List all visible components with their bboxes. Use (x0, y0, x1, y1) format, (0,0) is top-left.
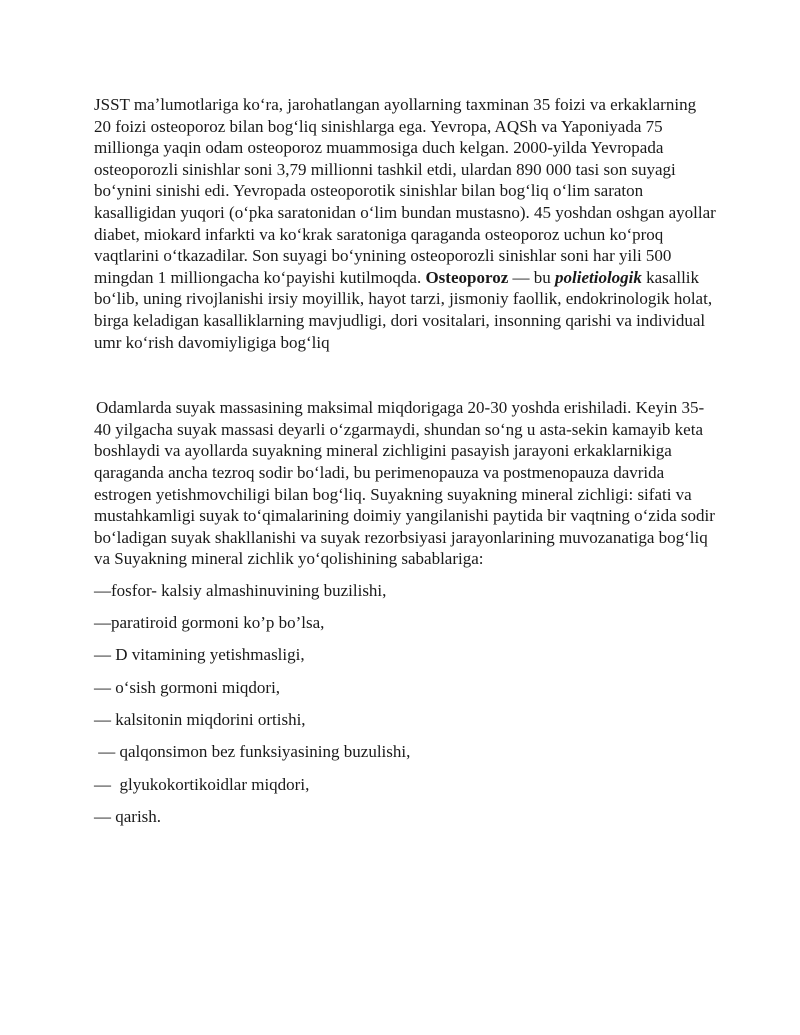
term-polietiologik: polietiologik (555, 267, 642, 287)
list-item: — kalsitonin miqdorini ortishi, (94, 710, 306, 730)
paragraph-osteoporosis-statistics (94, 94, 716, 353)
list-item: —fosfor- kalsiy almashinuvining buzilishi, (94, 580, 387, 600)
dash-connector: — bu (508, 267, 555, 287)
list-item: —paratiroid gormoni ko’p bo’lsa, (94, 613, 325, 633)
list-item: — qalqonsimon bez funksiyasining buzulishi, (94, 742, 411, 762)
list-item: — oʻsish gormoni miqdori, (94, 677, 281, 697)
list-item: — D vitamining yetishmasligi, (94, 645, 305, 665)
list-item: — glyukokortikoidlar miqdori, (94, 774, 310, 794)
causes-list (94, 580, 716, 838)
list-item: — qarish. (94, 806, 162, 826)
paragraph-text-outro: kasallik boʻlib, uning rivojlanishi irsiy moyillik, hayot tarzi, jismoniy faollik, endokrinologik holat, birga keladigan kasalliklarning mavjudligi, dori vositalari, insonning qarishi va individual umr koʻrish davomiyligiga bogʻliq (94, 267, 713, 352)
paragraph-text-intro: JSST maʼlumotlariga koʻra, jarohatlangan ayollarning taxminan 35 foizi va erkaklarning 20 foizi osteoporoz bilan bogʻliq sinishlarga ega. Yevropa, AQSh va Yaponiyada 75 millionga yaqin odam osteoporoz muammosiga duch kelgan. 2000-yilda Yevropada osteoporozli sinishlar soni 3,79 millionni tashkil etdi, ulardan 890 000 tasi son suyagi boʻynini sinishi edi. Yevropada osteoporotik sinishlar bilan bogʻliq oʻlim saraton kasalligidan yuqori (oʻpka saratonidan oʻlim bundan mustasno). 45 yoshdan oshgan ayollar diabet, miokard infarkti va koʻkrak saratoniga qaraganda osteoporoz uchun koʻproq vaqtlarini oʻtkazadilar. Son suyagi boʻynining osteoporozli sinishlar soni har yili 500 mingdan 1 milliongacha koʻpayishi kutilmoqda. (94, 95, 716, 287)
paragraph-bone-mass: Odamlarda suyak massasining maksimal miqdorigaga 20-30 yoshda erishiladi. Keyin 35-40 yilgacha suyak massasi deyarli oʻzgarmaydi, shundan soʻng u asta-sekin kamayib keta boshlaydi va ayollarda suyakning mineral zichligini pasayish jarayoni erkaklarnikiga qaraganda ancha tezroq sodir boʻladi, bu perimenopauza va postmenopauza davrida estrogen yetishmovchiligi bilan bogʻliq. Suyakning suyakning mineral zichligi: sifati va mustahkamligi suyak toʻqimalarining doimiy yangilanishi paytida bir vaqtning oʻzida sodir boʻladigan suyak shakllanishi va suyak rezorbsiyasi jarayonlarining muvozanatiga bogʻliq va Suyakning mineral zichlik yoʻqolishining sabablariga: (94, 398, 715, 569)
document-page (94, 94, 716, 838)
term-osteoporoz: Osteoporoz (425, 267, 509, 287)
